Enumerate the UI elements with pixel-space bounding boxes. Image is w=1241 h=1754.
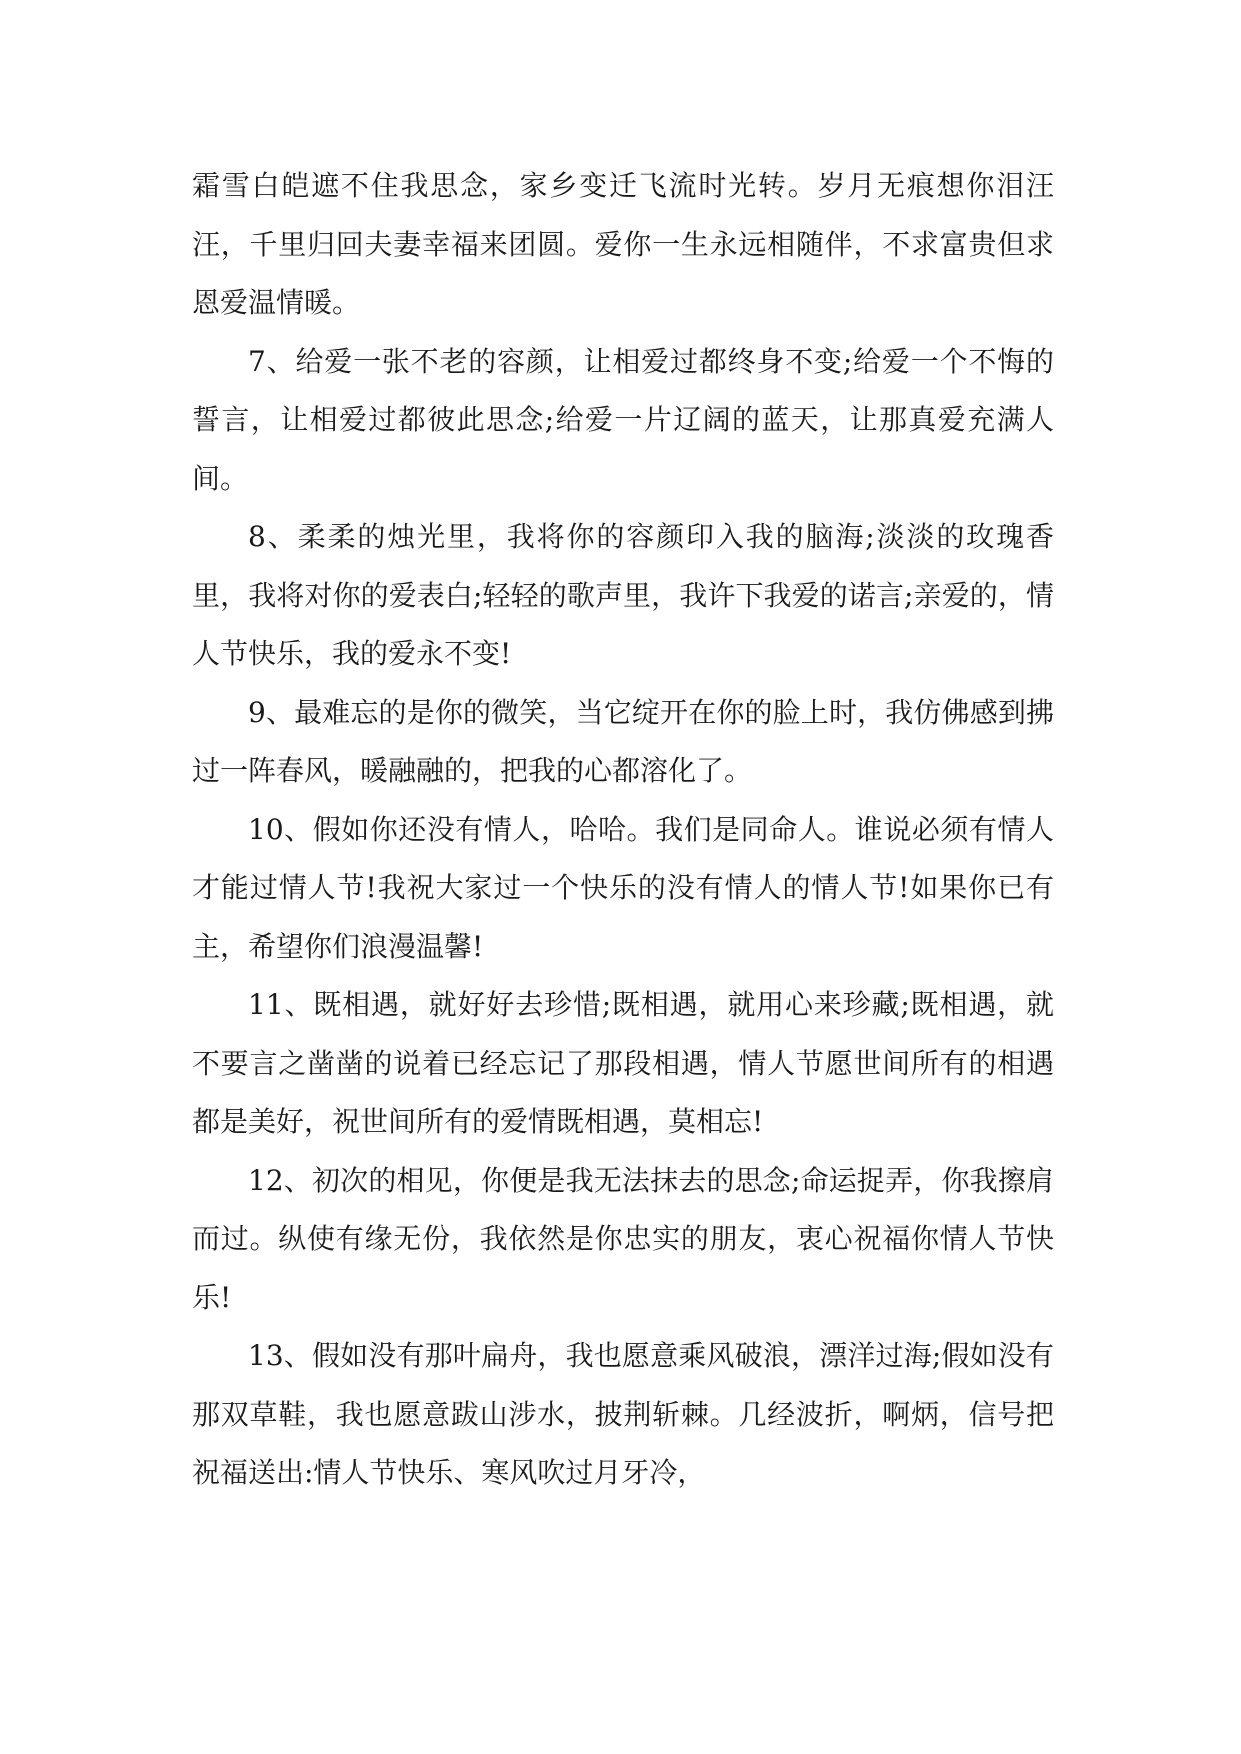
document-body: [192, 157, 1054, 1503]
paragraph-item-8: 8、柔柔的烛光里，我将你的容颜印入我的脑海;淡淡的玫瑰香里，我将对你的爱表白;轻轻的歌声里，我许下我爱的诺言;亲爱的，情人节快乐，我的爱永不变!: [192, 520, 1054, 670]
paragraph-item-10: 10、假如你还没有情人，哈哈。我们是同命人。谁说必须有情人才能过情人节!我祝大家过一个快乐的没有情人的情人节!如果你已有主，希望你们浪漫温馨!: [192, 812, 1054, 963]
paragraph-item-12: 12、初次的相见，你便是我无法抹去的思念;命运捉弄，你我擦肩而过。纵使有缘无份，我依然是你忠实的朋友，衷心祝福你情人节快乐!: [192, 1163, 1054, 1314]
paragraph-item-7: 7、给爱一张不老的容颜，让相爱过都终身不变;给爱一个不悔的誓言，让相爱过都彼此思念;给爱一片辽阔的蓝天，让那真爱充满人间。: [192, 344, 1054, 495]
paragraph-item-13: 13、假如没有那叶扁舟，我也愿意乘风破浪，漂洋过海;假如没有那双草鞋，我也愿意跋山涉水，披荆斩棘。几经波折，啊炳，信号把祝福送出:情人节快乐、寒风吹过月牙冷，: [192, 1339, 1054, 1489]
paragraph-item-11: 11、既相遇，就好好去珍惜;既相遇，就用心来珍藏;既相遇，就不要言之凿凿的说着已经忘记了那段相遇，情人节愿世间所有的相遇都是美好，祝世间所有的爱情既相遇，莫相忘!: [192, 988, 1054, 1138]
paragraph-continuation: 霜雪白皑遮不住我思念，家乡变迁飞流时光转。岁月无痕想你泪汪汪，千里归回夫妻幸福来团圆。爱你一生永远相随伴，不求富贵但求恩爱温情暖。: [192, 169, 1054, 319]
paragraph-item-9: 9、最难忘的是你的微笑，当它绽开在你的脸上时，我仿佛感到拂过一阵春风，暖融融的，把我的心都溶化了。: [192, 695, 1054, 787]
